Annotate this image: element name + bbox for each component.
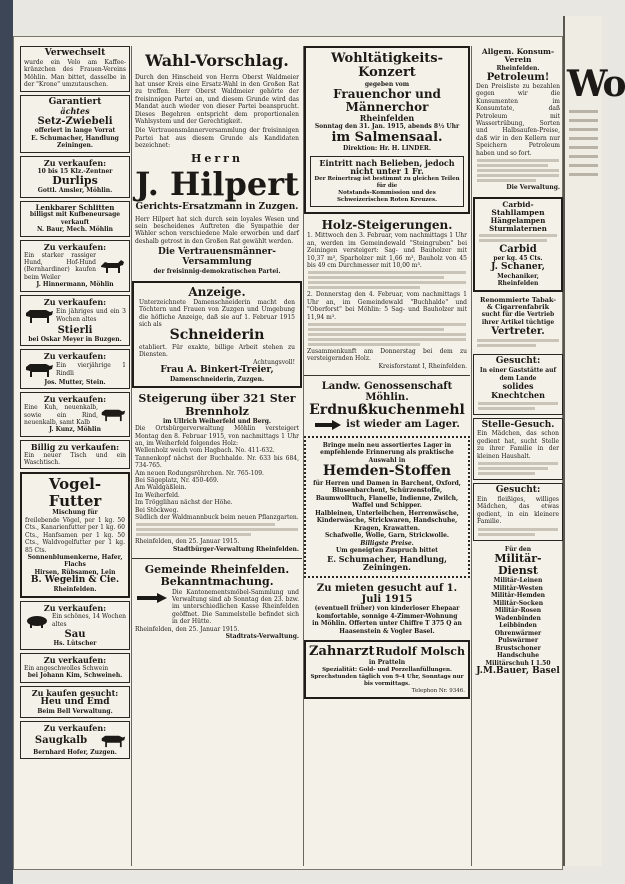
ad-body: Eine Kuh, neuenkalb, sowie ein Rind, neuenkalb, samt Kalb bbox=[24, 404, 98, 426]
ad-seller: J.M.Bauer, Basel bbox=[476, 666, 560, 677]
ad-name: Frau A. Binkert-Treier, bbox=[160, 365, 274, 376]
ad-seller: bei Oskar Meyer in Buzgen. bbox=[28, 335, 122, 343]
calf-icon bbox=[100, 733, 126, 749]
next-page-masthead: Wo bbox=[567, 63, 625, 105]
ad-holz-steigerungen bbox=[304, 217, 470, 372]
militaer-item: Handschuhe bbox=[496, 652, 540, 660]
ad-sub: im Ullrich Weiherfeld und Berg. bbox=[162, 417, 272, 425]
ad-greet: Achtungsvoll! bbox=[253, 358, 295, 366]
ad-seller: bei Johann Kim, Schweineh. bbox=[27, 672, 123, 680]
ad-ask: Um geneigten Zuspruch bittet bbox=[336, 547, 438, 555]
ad-note: Der Reinertrag ist bestimmt zu gleichen Teilen für die bbox=[314, 176, 460, 190]
ad-seller: Gottl. Amsler, Möhlin. bbox=[37, 187, 113, 195]
cow-icon bbox=[24, 361, 54, 379]
next-page-edge bbox=[563, 16, 625, 866]
ad-price: per kg. 45 Cts. bbox=[493, 255, 543, 263]
ad-title: Gemeinde Rheinfelden. bbox=[144, 563, 290, 577]
ad-phone: Telephon Nr. 9346. bbox=[411, 687, 465, 694]
ad-seller: Jos. Mutter, Stein. bbox=[44, 378, 106, 386]
ad-body: Halbleinen, Unterleibchen, Herrenwäsche, Kinderwäsche, Strickwaren, Handschuhe, Kragen, Krawatten. bbox=[315, 509, 459, 532]
militaer-item: Pulswärmer bbox=[497, 637, 539, 645]
holz-item: Bei Stöckweg. bbox=[135, 506, 179, 514]
ad-body: Ein jähriges und ein 3 Wochen altes bbox=[56, 308, 126, 323]
ad-seller: N. Baur, Mech. Möhlin bbox=[36, 226, 114, 234]
ad-sign: Die Vertrauensmänner-Versammlung bbox=[158, 247, 276, 268]
ad-sub: Mischung für bbox=[52, 509, 98, 517]
ad-title: Zu verkaufen: bbox=[43, 602, 107, 613]
ad-body: für Herren und Damen in Barchent, Oxford, Blusenbarchent, Schürzenstoffe, Baumwolltuch, Flanelle, Indienne, Zwilch, Waffel und Schipper. bbox=[313, 479, 461, 510]
ad-vogelfutter bbox=[20, 472, 130, 597]
ad-wahlvorschlag bbox=[132, 46, 302, 278]
ad-body: Ein neuer Tisch und ein Waschtisch. bbox=[24, 451, 126, 467]
ad-sign: der freisinnig-demokratischen Partei. bbox=[153, 268, 281, 276]
ad-item: Sau bbox=[64, 628, 86, 640]
ad-rindli bbox=[20, 349, 130, 389]
ad-konzert bbox=[304, 46, 470, 214]
ad-place: Rheinfelden. bbox=[496, 64, 540, 72]
ad-body: offeriert in lange Vorrat bbox=[34, 127, 116, 135]
ad-body: wurde ein Velo am Kaffee-kränzchen des Frauen-Vereins Möhlin. Man bittet, dasselbe in der "Krone" umzutauschen. bbox=[24, 58, 126, 89]
ad-genossenschaft bbox=[304, 379, 470, 432]
ad-pre: Für den bbox=[504, 545, 532, 553]
ad-body: Ein fleißiges, williges Mädchen, das etwas gedient, in ein kleinere Familie. bbox=[477, 496, 559, 526]
ad-title: Wohltätigkeits-Konzert bbox=[331, 51, 443, 81]
ad-seller: B. Wegelin & Cie. bbox=[30, 575, 120, 586]
ad-body: 2. Donnerstag den 4. Februar, vom nachmittags 1 Uhr an, im Gemeindewald "Buchhalde" und "Oberforst" bei Möhlin: 5 Sag- und Bauholzer mit 11,94 m³. bbox=[307, 291, 467, 321]
ad-stelle-gesuch bbox=[473, 418, 563, 481]
ad-sign: Die Verwaltung. bbox=[506, 184, 560, 192]
militaer-item: Militär-Socken bbox=[492, 599, 544, 607]
ad-body: Ein starker rassiger Hund, Hof-Hund (Bernhardiner) kaufen beim Weiler bbox=[24, 251, 96, 281]
ad-org: Frauenchor und Männerchor bbox=[333, 87, 441, 115]
ad-sau bbox=[20, 601, 130, 650]
ad-item: Erdnußkuchenmehl bbox=[309, 402, 465, 419]
ad-sub: gegeben vom bbox=[364, 80, 410, 88]
ad-line: Hirsen, Rübsamen, Lein bbox=[34, 568, 116, 576]
ad-line: Sonnenblumenkerne, Hafer, Flachs bbox=[27, 553, 123, 569]
pointing-hand-icon bbox=[314, 419, 342, 431]
ad-date: Rheinfelden, den 25. Januar 1915. bbox=[135, 538, 240, 546]
ad-title: Verwechselt bbox=[44, 48, 106, 58]
ad-title: Carbid-Stahllampen bbox=[491, 199, 545, 217]
ad-place: Rheinfelden bbox=[359, 113, 415, 124]
ad-zu-mieten bbox=[304, 581, 470, 637]
ad-body: Herr Hilpert hat sich durch sein loyales Wesen und sein bescheidenes Auftreten die Sympathie der Wähler schon verschiedene Male erworben und darf deshalb getrost in den Großen Rat gewählt werden. bbox=[135, 215, 299, 245]
holz-item: Bei Sägeplatz, Nr. 450-469. bbox=[135, 476, 219, 484]
candidate-name: J. Hilpert bbox=[135, 164, 299, 203]
ad-schlitten bbox=[20, 201, 130, 237]
ad-body: Ein Mädchen, das schon gedient hat, sucht Stelle zu ihrer Familie in der kleinen Haushalt. bbox=[477, 430, 559, 460]
ad-place: Rheinfelden. bbox=[53, 586, 97, 594]
holz-item: Am neuen Rodungsröhrchen. Nr. 765-109. bbox=[135, 469, 264, 477]
ad-body: in Möhlin. Offerten unter Chiffre T 375 Q an bbox=[312, 620, 462, 628]
ad-shop: E. Schumacher, Handlung bbox=[31, 134, 119, 142]
ad-body: Unterzeichnete Damenschneiderin macht den Töchtern und Frauen von Zuzgen und Umgebung die höfliche Anzeige, daß sie auf 1. Februar 1915 sich als bbox=[139, 298, 295, 328]
ad-title: Anzeige. bbox=[188, 284, 246, 299]
ad-body: billigst mit Kufbeneursage verkauft bbox=[29, 211, 121, 226]
holz-item: Wellenholz weich vom Hagbach. No. 411-632. bbox=[135, 447, 275, 455]
dog-icon bbox=[98, 256, 126, 276]
ad-body: Die Kantonementsmöbel-Sammlung und Verwaltung sind ab Sonntag den 23. bzw. im unterschiedlichen Kasse Rheinfelden geöffnet. Die Sammelstelle befindet sich in der Hütte. bbox=[172, 588, 299, 626]
ad-herr: Herrn bbox=[191, 151, 243, 165]
ad-seller: J. Kunz, Möhlin bbox=[49, 426, 101, 434]
ad-agency: Haasenstein & Vogler Basel. bbox=[339, 627, 435, 635]
ad-steigerung-brennholz bbox=[132, 391, 302, 555]
ad-place: in Pratteln bbox=[368, 659, 406, 667]
ad-body: Den Preisliste zu bezahlen gegen wir die Kunsumenten im Konsumtate, daß Petroleum mit Wassertrübung, Sorten und Halbsaufen-Preise, daß wir in den Kellern nur Speichern Petroleum haben und so fort. bbox=[476, 83, 560, 157]
ad-title: Zu verkaufen: bbox=[43, 351, 107, 361]
ad-body: Ein schönes, 14 Wochen altes bbox=[52, 613, 126, 628]
ad-title: Zu verkaufen: bbox=[43, 655, 107, 666]
ad-role: Damenschneiderin, Zuzgen. bbox=[169, 375, 265, 383]
ad-body: etabliert. Für exakte, billige Arbeit stehen zu Diensten. bbox=[139, 343, 295, 359]
ad-hours: Sprechstunden täglich von 9-4 Uhr, Sonntags nur bis vormittags. bbox=[310, 673, 464, 687]
ad-gesucht-knecht bbox=[473, 354, 563, 414]
holz-item: Im Trögglihau nächst der Höhe. bbox=[135, 499, 233, 507]
column-3 bbox=[304, 46, 470, 866]
militaer-item: Ohrenwärmer bbox=[494, 629, 542, 637]
pig-icon bbox=[24, 613, 50, 629]
ad-konsum-verein bbox=[473, 46, 563, 194]
ad-sub: Bekanntmachung. bbox=[160, 575, 274, 589]
ad-title: Zu verkaufen: bbox=[43, 157, 107, 168]
ad-date: Sonntag den 31. Jan. 1915, abends 8½ Uhr bbox=[314, 123, 460, 131]
ad-body: Ein vierjährige 1 Rindli bbox=[56, 362, 126, 377]
ad-body: sucht für die Vertrieb ihrer Artikel tüchtige bbox=[481, 311, 555, 326]
column-2 bbox=[132, 46, 302, 866]
ad-item: Carbid bbox=[499, 244, 537, 256]
ad-stierli bbox=[20, 295, 130, 346]
ad-heu bbox=[20, 686, 130, 718]
ad-body: In einer Gaststätte auf dem Lande bbox=[479, 367, 557, 382]
ad-line: ächtes bbox=[60, 106, 90, 117]
holz-item: Im Weiherfeld. bbox=[135, 491, 180, 499]
ad-garantiert bbox=[20, 95, 130, 153]
ad-title: Zu verkaufen: bbox=[43, 723, 107, 734]
ad-title: Allgem. Konsum-Verein bbox=[481, 47, 555, 65]
ad-sub: ist wieder am Lager. bbox=[346, 419, 460, 431]
ad-item: Petroleum! bbox=[486, 72, 550, 83]
ad-place: Zeiningen. bbox=[57, 142, 93, 150]
ad-title: Renommierte Tabak- & Cigarrenfabrik bbox=[480, 295, 556, 311]
ad-title: Hemden-Stoffen bbox=[322, 463, 452, 480]
ad-seller: Hs. Lütscher bbox=[53, 639, 97, 647]
ad-body: Heu und Emd bbox=[40, 696, 110, 707]
ad-seller: J. Hinnermann, Möhlin bbox=[36, 281, 114, 289]
ad-body: Zusammenkunft am Donnerstag bei dem zu versteigernden Holz. bbox=[307, 348, 467, 363]
ad-intro: Bringe mein neu assortiertes Lager in empfehlende Erinnerung als praktische Auswahl in bbox=[320, 441, 454, 464]
ad-body: 1. Mittwoch den 3. Februar, vom nachmittags 1 Uhr an, werden im Gemeindewald "Steingruben" bei Zeiningen versteigert: Sag- und Bauholzer mit 10,37 m³, Sparholzer mit 1,66 m³, Bauholz von 45 bis 49 cm Durchmesser mit 10,00 m³. bbox=[307, 232, 467, 269]
cow-icon bbox=[24, 307, 54, 325]
ad-body: Ein angeschwolles Schwein bbox=[24, 664, 109, 672]
ad-item: Saugkalb bbox=[34, 735, 88, 747]
ad-sign: Kreisforstamt I, Rheinfelden. bbox=[378, 362, 467, 370]
holz-item: Tannenkopf nächst der Buchhalde. Nr. 633 bis 684, 734-765. bbox=[135, 454, 299, 470]
ad-sign: Stadtbürger-Verwaltung Rheinfelden. bbox=[172, 545, 299, 553]
ad-body: Die Vertrauensmännerversammlung der freisinnigen Partei hat aus diesem Grunde als Kandidaten bezeichnet: bbox=[135, 127, 299, 150]
ad-title: Landw. Genossenschaft Möhlin. bbox=[321, 381, 453, 404]
candidate-role: Gerichts-Ersatzmann in Zuzgen. bbox=[135, 201, 299, 212]
ad-sub: Sturmlaternen bbox=[489, 223, 547, 233]
ad-body: Schafwolle, Wolle, Garn, Strickwolle. bbox=[324, 532, 450, 540]
ad-title: Zu kaufen gesucht: bbox=[31, 687, 119, 698]
ad-sub: Hängelampen bbox=[490, 216, 546, 226]
ad-item: Setz-Zwiebeli bbox=[37, 116, 113, 128]
ad-gemeinde-rheinfelden bbox=[132, 562, 302, 642]
ad-seller: Beim Bell Verwaltung. bbox=[37, 707, 113, 715]
ad-body: Die Ortsbürgerverwaltung Möhlin versteigert Montag den 8. Februar 1915, von nachmittags 1 Uhr an, im Weiherfeld folgendes Holz: bbox=[135, 425, 299, 447]
ad-verwechselt bbox=[20, 46, 130, 92]
ad-zahnarzt bbox=[304, 640, 470, 699]
ad-title: Gesucht: bbox=[495, 356, 541, 367]
ad-item: Durlips bbox=[52, 174, 98, 187]
ad-anzeige-schneiderin bbox=[132, 281, 302, 389]
ad-sign: Stadtrats-Verwaltung. bbox=[225, 632, 299, 640]
militaer-item: Militär-Leinen bbox=[493, 577, 543, 585]
ad-entry: Eintritt nach Belieben, jedoch nicht unter 1 Fr. bbox=[319, 157, 455, 177]
ad-militaer-dienst bbox=[473, 544, 563, 680]
ad-title: Steigerung über 321 Ster Brennholz bbox=[138, 392, 296, 418]
ad-trade: Schneiderin bbox=[169, 327, 265, 344]
ad-body: Durch den Hinscheid von Herrn Oberst Waldmeier hat unser Kreis eine Ersatz-Wahl in den Großen Rat zu treffen. Herr Oberst Waldmeier gehörte der freisinnigen Partei an, und diesem Grunde wird das Mandat auch wieder von dieser Partei beansprucht. Dieses Begehren entspricht dem proportionalen Wahlsystem und der Gerechtigkeit. bbox=[135, 73, 299, 126]
militaer-item: Militär-Westen bbox=[493, 584, 543, 592]
ad-carbid bbox=[473, 197, 563, 292]
ad-title: Zu verkaufen: bbox=[43, 241, 107, 252]
ad-title: Holz-Steigerungen. bbox=[321, 218, 453, 233]
ad-tisch bbox=[20, 440, 130, 470]
ad-place: Rheinfelden bbox=[497, 280, 539, 288]
ad-note: Notstands-Kommission und des Schweizerischen Roten Kreuzes. bbox=[336, 190, 438, 204]
militaer-item: Militär-Hemden bbox=[491, 592, 545, 600]
ad-seller: J. Schaner, bbox=[491, 261, 545, 272]
ad-title: Wahl-Vorschlag. bbox=[145, 51, 289, 70]
ad-durlips bbox=[20, 156, 130, 198]
column-4 bbox=[473, 46, 563, 866]
ad-title: Billig zu verkaufen: bbox=[30, 441, 120, 452]
ad-title: Zu verkaufen: bbox=[43, 394, 107, 405]
ad-body: freilebende Vögel, per 1 kg. 50 Cts., Kanarienfutter per 1 kg. 60 Cts., Hanfsamen per 1 kg. 50 Cts., Waldvogelfutter per 1 kg. 85 Cts. bbox=[25, 516, 125, 554]
ad-body: Spezialität: Gold- und Porzellanfüllungen. bbox=[322, 666, 452, 673]
ad-item: solides Knechtchen bbox=[491, 381, 545, 400]
ad-item: Stierli bbox=[57, 324, 93, 336]
ad-title: Vogel-Futter bbox=[48, 475, 102, 510]
militaer-item: Leibbinden bbox=[499, 622, 537, 630]
ad-venue: im Salmensaal. bbox=[331, 129, 443, 145]
ad-price: Billigste Preise. bbox=[360, 539, 414, 547]
column-1 bbox=[20, 46, 130, 866]
holz-item: Südlich der Waldmannbuck beim neuen Pflanzgarten. bbox=[135, 514, 299, 522]
holz-item: Am Waldgäßlein. bbox=[135, 484, 187, 492]
ad-name: Rudolf Molsch bbox=[375, 645, 465, 659]
ad-price: Militärschuh I 1.50 bbox=[485, 659, 551, 667]
ad-title: Gesucht: bbox=[495, 485, 541, 496]
ad-item: Vertreter. bbox=[491, 326, 545, 338]
ad-date: Rheinfelden, den 25. Januar 1915. bbox=[135, 625, 240, 633]
militaer-item: Wadenbinden bbox=[495, 614, 541, 622]
book-binding bbox=[0, 0, 13, 884]
ad-title: Zahnarzt bbox=[309, 644, 375, 660]
ad-saugkalb bbox=[20, 721, 130, 759]
ad-kuh bbox=[20, 392, 130, 437]
militaer-item: Militär-Rosen bbox=[494, 607, 542, 615]
ad-director: Direktion: Hr. H. LINDER. bbox=[342, 145, 431, 153]
ad-title: Militär-Dienst bbox=[494, 552, 542, 578]
cow-icon bbox=[100, 407, 126, 423]
ad-tabak bbox=[473, 295, 563, 351]
ad-hund bbox=[20, 240, 130, 292]
ad-title: Lenkbarer Schlitten bbox=[35, 202, 115, 212]
ad-seller: E. Schumacher, Handlung, Zeiningen. bbox=[327, 553, 447, 573]
ad-gesucht-maedchen bbox=[473, 483, 563, 541]
ad-seller: Bernhard Hofer, Zuzgen. bbox=[33, 748, 117, 756]
ad-schwein bbox=[20, 653, 130, 683]
ad-title: Stelle-Gesuch. bbox=[481, 419, 555, 430]
ad-role: Mechaniker, bbox=[497, 272, 539, 280]
ad-title: Garantiert bbox=[48, 96, 102, 107]
ad-body: 10 bis 15 Klz.-Zentner bbox=[37, 167, 113, 175]
ad-body: (eventuell früher) von kinderloser Ehepaar komfortable, sonnige 4-Zimmer-Wohnung bbox=[314, 605, 460, 620]
ad-title: Zu mieten gesucht auf 1. Juli 1915 bbox=[316, 583, 458, 606]
ad-title: Zu verkaufen: bbox=[43, 296, 107, 307]
pointing-hand-icon bbox=[135, 589, 169, 607]
ad-hemden-stoffe bbox=[304, 436, 470, 578]
militaer-item: Brustschoner bbox=[495, 644, 541, 652]
